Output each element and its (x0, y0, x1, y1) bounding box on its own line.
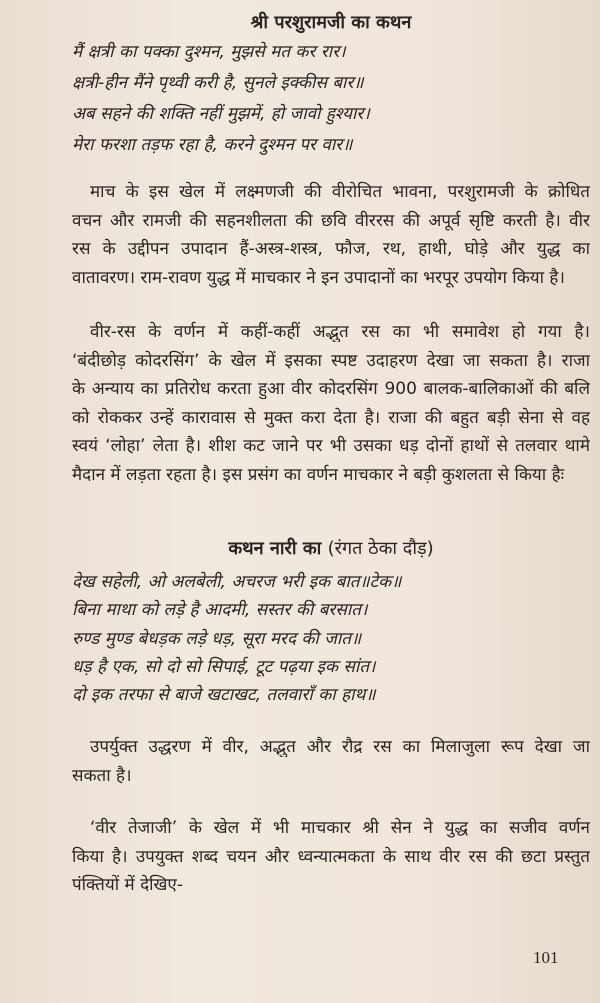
text-line: रस के उद्दीपन उपादान हैं-अस्त्र-शस्त्र, फौज, रथ, हाथी, घोड़े और युद्ध का (72, 239, 590, 259)
text-line: किया है। उपयुक्त शब्द चयन और ध्वन्यात्मकता के साथ वीर रस की छटा प्रस्तुत (72, 846, 590, 867)
text-line: वीर-रस के वर्णन में कहीं-कहीं अद्भुत रस का भी समावेश हो गया है। (90, 322, 590, 342)
verse-line: बिना माथा को लड़े है आदमी, सस्तर की बरसात। (72, 600, 368, 621)
text-line: उपर्युक्त उद्धरण में वीर, अद्भुत और रौद्र रस का मिलाजुला रूप देखा जा (90, 737, 590, 757)
text-line: वचन और रामजी की सहनशीलता की छवि वीररस की अपूर्व सृष्टि करती है। वीर (72, 210, 590, 231)
section-title-nari (72, 536, 590, 560)
verse-line: देख सहेली, ओ अलबेली, अचरज भरी इक बात॥टेक॥ (72, 572, 402, 592)
text-line: स्वयं ‘लोहा’ लेता है। शीश कट जाने पर भी उसका धड़ दोनों हाथों से तलवार थामे (72, 436, 590, 456)
text-line: वातावरण। राम-रावण युद्ध में माचकार ने इन उपादानों का भरपूर उपयोग किया है। (72, 267, 565, 288)
text-line: ‘बंदीछोड़ कोदरसिंग’ के खेल में इसका स्पष्ट उदाहरण देखा जा सकता है। राजा (72, 350, 590, 371)
verse-line: धड़ है एक, सो दो सो सिपाई, टूट पढ़या इक सांत। (72, 656, 376, 677)
text-line: सकता है। (72, 765, 132, 786)
verse-line: मेरा फरशा तड़फ रहा है, करने दुश्मन पर वार॥ (72, 135, 353, 155)
verse-line: अब सहने की शक्ति नहीं मुझमें, हो जावो हुश्यार। (72, 104, 370, 124)
section-title-parashuram: श्री परशुरामजी का कथन (250, 12, 412, 33)
text-line: के अन्याय का प्रतिरोध करता हुआ वीर कोदरसिंग 900 बालक-बालिकाओं की बलि (72, 379, 590, 399)
text-line: मैदान में लड़ता रहता है। इस प्रसंग का वर्णन माचकार ने बड़ी कुशलता से किया हैः (72, 464, 565, 485)
page-number: 101 (533, 948, 559, 967)
section-subtitle-rangat: (रंगत ठेका दौड़) (327, 538, 434, 559)
verse-line: दो इक तरफा से बाजे खटाखट, तलवाराँ का हाथ॥ (72, 685, 376, 706)
verse-line: मैं क्षत्री का पक्का दुश्मन, मुझसे मत कर रार। (72, 42, 346, 62)
verse-line: क्षत्री-हीन मैंने पृथ्वी करी है, सुनले इक्कीस बार॥ (72, 73, 364, 93)
text-line: माच के इस खेल में लक्ष्मणजी की वीरोचित भावना, परशुरामजी के क्रोधित (90, 182, 590, 202)
verse-line: रुण्ड मुण्ड बेधड़क लड़े धड़, सूरा मरद की जात॥ (72, 628, 362, 649)
text-line: पंक्तियों में देखिए- (72, 875, 183, 895)
section-title-nari-text: कथन नारी का (228, 538, 322, 559)
text-line: को रोककर उन्हें कारावास से मुक्त करा देता है। राजा की बहुत बड़ी सेना से वह (72, 407, 590, 428)
text-line: ‘वीर तेजाजी’ के खेल में भी माचकार श्री सेन ने युद्ध का सजीव वर्णन (90, 818, 590, 838)
